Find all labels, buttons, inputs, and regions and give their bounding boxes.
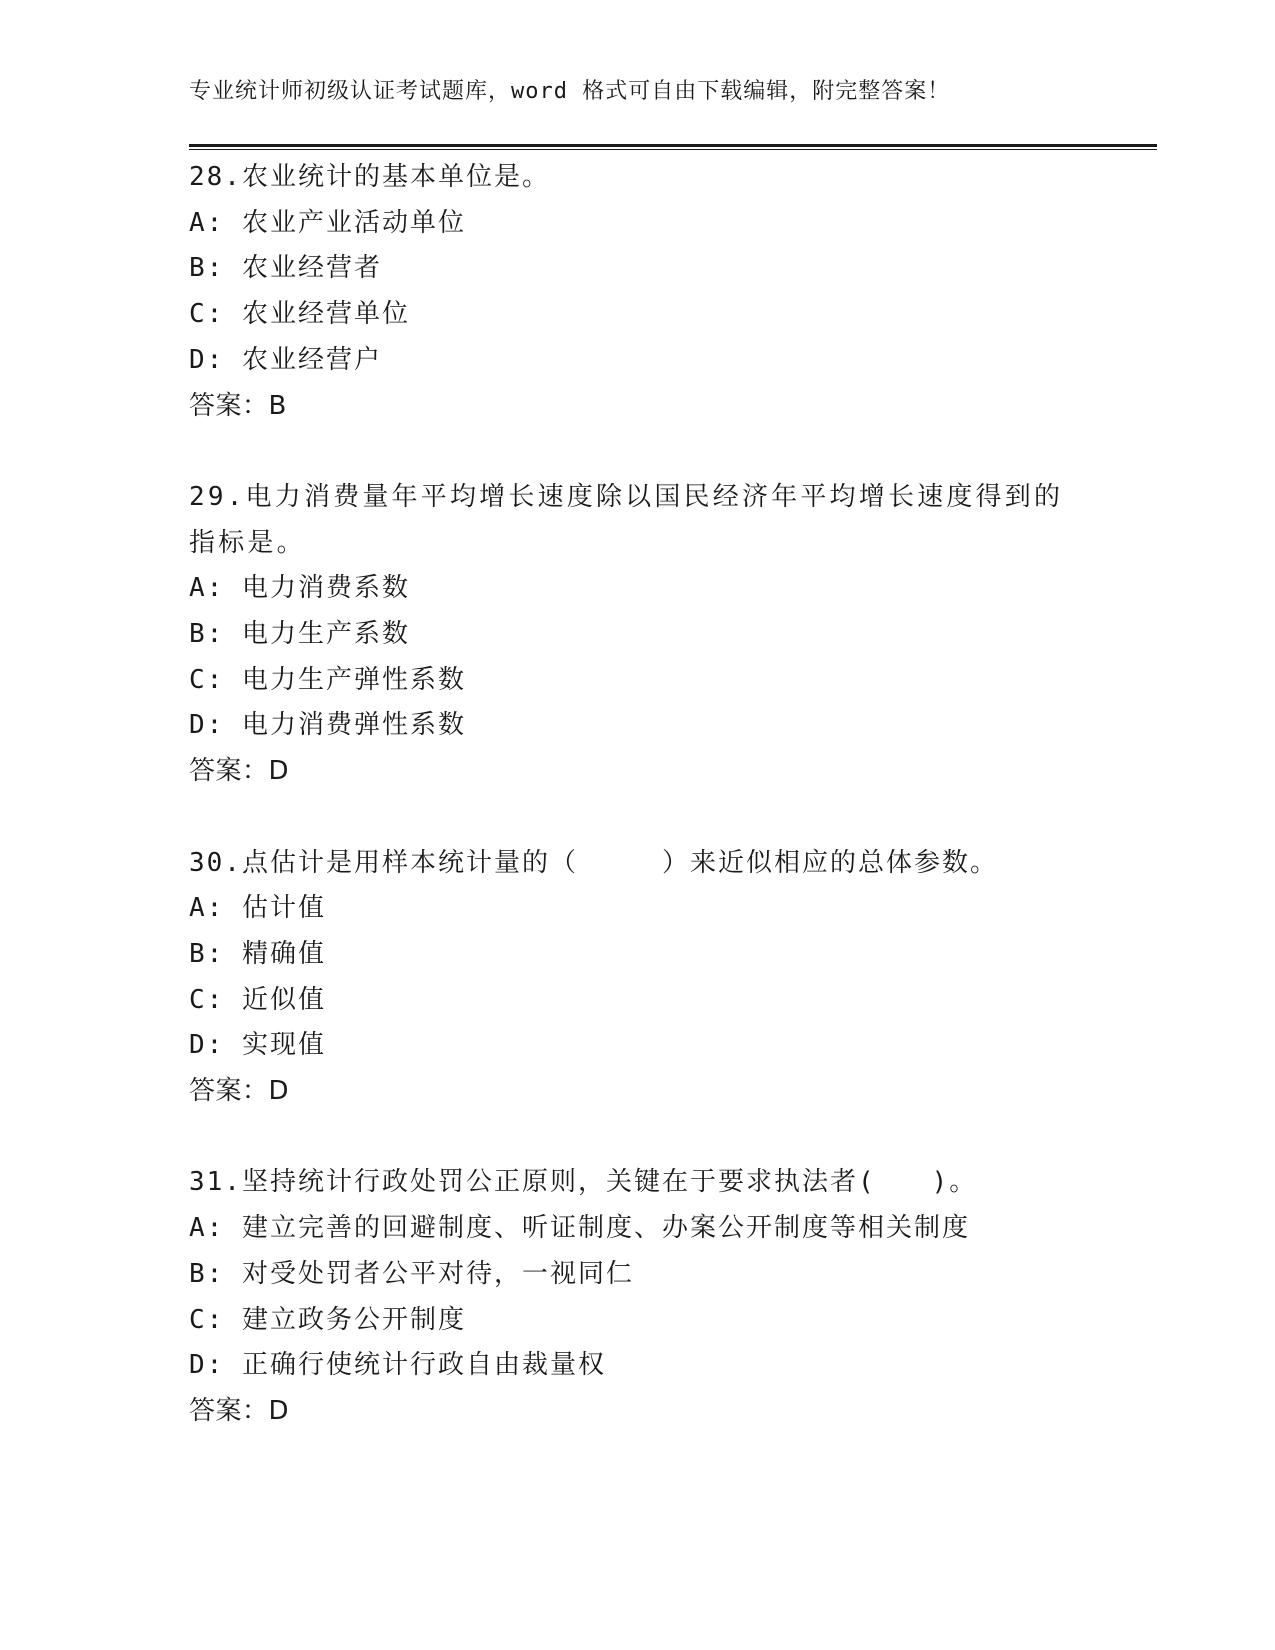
answer-label: 答案：D: [189, 756, 290, 787]
question-stem: 28.农业统计的基本单位是。: [189, 162, 550, 192]
question-stem: 31.坚持统计行政处罚公正原则，关键在于要求执法者( )。: [189, 1167, 978, 1198]
option-a: A: 农业产业活动单位: [189, 207, 466, 238]
header-rule-thick: [189, 144, 1157, 147]
question-31: [189, 1160, 1089, 1434]
option-c: C: 建立政务公开制度: [189, 1304, 466, 1335]
option-d: D: 电力消费弹性系数: [189, 710, 466, 741]
option-b: B: 农业经营者: [189, 253, 382, 284]
answer-label: 答案：D: [189, 1395, 290, 1426]
option-c: C: 电力生产弹性系数: [189, 664, 466, 695]
question-30: [189, 841, 1089, 1115]
option-c: C: 农业经营单位: [189, 299, 410, 330]
question-28: [189, 155, 1089, 429]
answer-label: 答案：B: [189, 390, 287, 421]
question-29: [189, 475, 1089, 795]
page-header: 专业统计师初级认证考试题库，word 格式可自由下载编辑，附完整答案！: [189, 79, 951, 104]
answer-label: 答案：D: [189, 1076, 290, 1107]
option-d: D: 正确行使统计行政自由裁量权: [189, 1350, 606, 1381]
header-rule-thin: [189, 149, 1157, 150]
spacer: [189, 795, 1089, 841]
option-b: B: 精确值: [189, 938, 326, 969]
option-d: D: 实现值: [189, 1030, 326, 1061]
option-c: C: 近似值: [189, 984, 326, 1015]
option-a: A: 估计值: [189, 893, 326, 924]
option-b: B: 电力生产系数: [189, 619, 410, 650]
option-a: A: 建立完善的回避制度、听证制度、办案公开制度等相关制度: [189, 1213, 970, 1244]
option-b: B: 对受处罚者公平对待，一视同仁: [189, 1258, 634, 1289]
spacer: [189, 429, 1089, 475]
question-stem: 30.点估计是用样本统计量的（ ）来近似相应的总体参数。: [189, 847, 998, 878]
question-stem: 29.电力消费量年平均增长速度除以国民经济年平均增长速度得到的指标是。: [189, 481, 1064, 558]
spacer: [189, 1115, 1089, 1161]
option-d: D: 农业经营户: [189, 344, 382, 375]
option-a: A: 电力消费系数: [189, 573, 410, 604]
question-list: [189, 155, 1089, 1435]
